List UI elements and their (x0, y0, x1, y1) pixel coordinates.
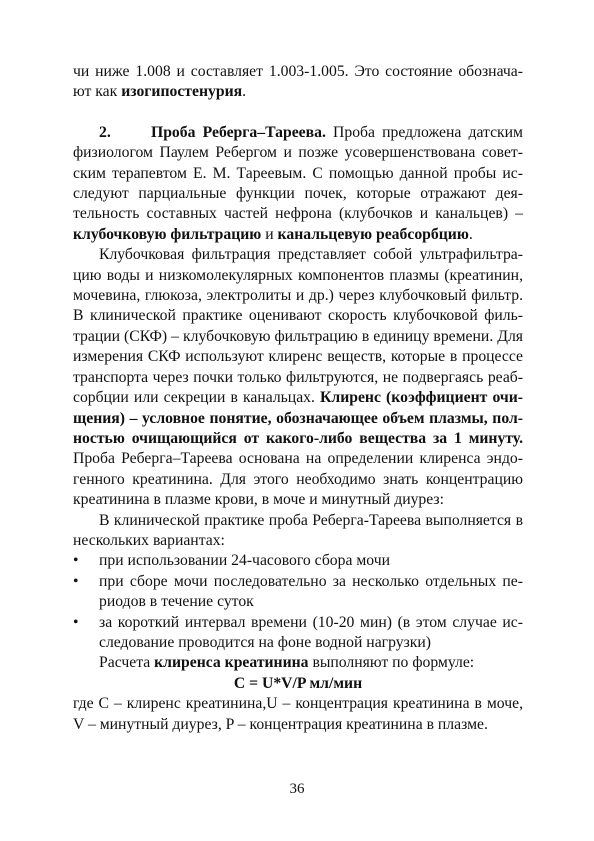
list-item-text: за короткий интервал времени (10-20 мин) (в этом случае ис-следование проводится на фоне водной нагрузки) (99, 613, 523, 651)
clearance-definition: Клиренс (коэффициент очи-щения) – условное понятие, обозначающее объем плазмы, пол-ностью очищающийся от какого-либо вещества за 1 минуту. (73, 389, 523, 447)
variants-list (73, 551, 523, 653)
page-number: 36 (289, 781, 305, 797)
clearance-formula: C = U*V/P мл/мин (233, 674, 363, 692)
section-reberg-tareev (73, 123, 523, 245)
term-creatinine-clearance: клиренса креатинина (154, 654, 309, 672)
paragraph-glomerular-filtration (73, 245, 523, 510)
paragraph-variants: В клинической практике проба Реберга-Тареева выполняется в нескольких вариантах: (73, 511, 523, 549)
text: Проба предложена датским физиологом Паулем Ребергом и позже усовершенствована совет-ским терапевтом Е. М. Тареевым. С помощью данной пробы ис-следуют парциальные функции почек, которые отражают дея-тельность составных частей нефрона (клубочков и канальцев) – (73, 123, 523, 223)
text: чи ниже 1.008 и составляет 1.003-1.005. Это состояние обознача-ют как (73, 63, 523, 101)
list-item (73, 551, 523, 571)
list-item (73, 572, 523, 613)
bullet-icon: • (73, 552, 79, 570)
text: Клубочковая фильтрация представляет собой ультрафильтра-цию воды и низкомолекулярных компонентов плазмы (креатинин, мочевина, глюкоза, электролиты и др.) через клубочковый фильтр. В клинической практике оценивают скорость клубочковой филь-трации (СКФ) – клубочковую фильтрацию в единицу времени. Для измерения СКФ используют клиренс веществ, которые в процессе транспорта через почки только фильтруются, не подвергаясь реаб-сорбции или секреции в канальцах. (73, 246, 523, 407)
section-title: Проба Реберга–Тареева. (151, 123, 326, 141)
text: . (242, 83, 247, 101)
term-tubular-reabsorption: канальцевую реабсорбцию (277, 225, 469, 243)
paragraph-formula-legend: где С – клиренс креатинина,U – концентрация креатинина в моче, V – минутный диурез, P – концентрация креатинина в плазме. (73, 695, 523, 733)
text: Расчета (99, 654, 155, 672)
paragraph-isohyposthenuria (73, 62, 523, 103)
text: и (261, 225, 278, 243)
list-item-text: при использовании 24-часового сбора мочи (99, 552, 391, 570)
page-content (73, 62, 523, 735)
term-glomerular-filtration: клубочковую фильтрацию (73, 225, 262, 243)
bullet-icon: • (73, 572, 79, 590)
term-isohyposthenuria: изогипостенурия (121, 83, 243, 101)
text: выполняют по формуле: (308, 654, 475, 672)
list-item (73, 613, 523, 654)
text: Проба Реберга–Тареева основана на определении клиренса эндо-генного креатинина. Для этого необходимо знать концентрацию креатинина в плазме крови, в моче и минутный диурез: (73, 450, 523, 509)
spacer (73, 103, 523, 123)
bullet-icon: • (73, 613, 79, 631)
paragraph-formula-intro (73, 653, 523, 673)
list-item-text: при сборе мочи последовательно за несколько отдельных пе-риодов в течение суток (99, 572, 523, 611)
text: . (468, 225, 473, 243)
section-number: 2. (99, 123, 111, 141)
